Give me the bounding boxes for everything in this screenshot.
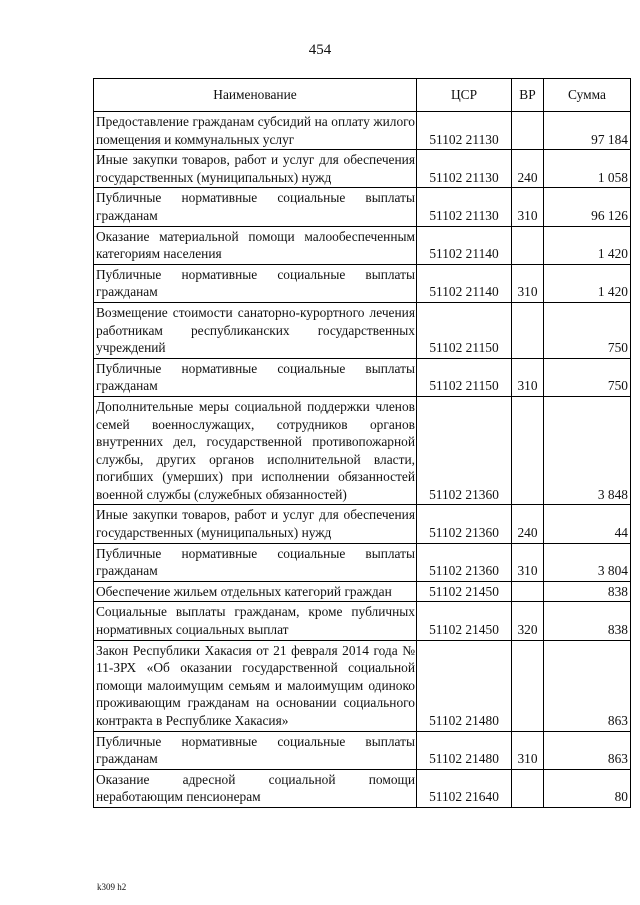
table-row — [94, 640, 631, 731]
cell-sum: 750 — [544, 358, 631, 396]
cell-csr: 51102 21360 — [417, 543, 512, 581]
cell-sum: 3 804 — [544, 543, 631, 581]
cell-csr: 51102 21480 — [417, 640, 512, 731]
table-row — [94, 226, 631, 264]
cell-sum: 96 126 — [544, 188, 631, 226]
cell-sum: 3 848 — [544, 396, 631, 505]
table-row — [94, 264, 631, 302]
cell-name: Публичные нормативные социальные выплаты гражданам — [94, 731, 417, 769]
cell-vr: 310 — [512, 264, 544, 302]
cell-name: Закон Республики Хакасия от 21 февраля 2014 года № 11-ЗРХ «Об оказании государственной социальной помощи малоимущим семьям и малоимущим одиноко проживающим гражданам на основании социального контракта в Республике Хакасия» — [94, 640, 417, 731]
cell-sum: 80 — [544, 769, 631, 807]
cell-vr — [512, 226, 544, 264]
cell-sum: 863 — [544, 640, 631, 731]
cell-sum: 1 058 — [544, 150, 631, 188]
table-body — [94, 112, 631, 808]
cell-name: Оказание адресной социальной помощи неработающим пенсионерам — [94, 769, 417, 807]
cell-csr: 51102 21450 — [417, 581, 512, 602]
cell-name: Оказание материальной помощи малообеспеченным категориям населения — [94, 226, 417, 264]
cell-vr: 240 — [512, 505, 544, 543]
table-header-row — [94, 79, 631, 112]
cell-vr — [512, 640, 544, 731]
cell-sum: 1 420 — [544, 226, 631, 264]
cell-name: Обеспечение жильем отдельных категорий граждан — [94, 581, 417, 602]
page-number: 454 — [308, 42, 332, 58]
cell-name: Публичные нормативные социальные выплаты гражданам — [94, 543, 417, 581]
cell-vr: 310 — [512, 731, 544, 769]
cell-csr: 51102 21130 — [417, 188, 512, 226]
table-row — [94, 543, 631, 581]
table-row — [94, 505, 631, 543]
table-row — [94, 581, 631, 602]
cell-csr: 51102 21150 — [417, 358, 512, 396]
cell-name: Социальные выплаты гражданам, кроме публичных нормативных социальных выплат — [94, 602, 417, 640]
cell-csr: 51102 21360 — [417, 505, 512, 543]
table-row — [94, 112, 631, 150]
cell-name: Иные закупки товаров, работ и услуг для обеспечения государственных (муниципальных) нужд — [94, 505, 417, 543]
cell-vr: 310 — [512, 543, 544, 581]
table-row — [94, 358, 631, 396]
cell-csr: 51102 21450 — [417, 602, 512, 640]
cell-csr: 51102 21130 — [417, 150, 512, 188]
table-row — [94, 731, 631, 769]
cell-name: Предоставление гражданам субсидий на оплату жилого помещения и коммунальных услуг — [94, 112, 417, 150]
header-name: Наименование — [94, 79, 417, 112]
cell-sum: 1 420 — [544, 264, 631, 302]
header-csr: ЦСР — [417, 79, 512, 112]
table-row — [94, 302, 631, 358]
budget-table — [93, 78, 631, 808]
cell-csr: 51102 21150 — [417, 302, 512, 358]
cell-sum: 863 — [544, 731, 631, 769]
cell-sum: 44 — [544, 505, 631, 543]
cell-name: Дополнительные меры социальной поддержки членов семей военнослужащих, сотрудников органов внутренних дел, государственной противопожарной службы, других органов исполнительной власти, погибших (умерших) при исполнении обязанностей военной службы (служебных обязанностей) — [94, 396, 417, 505]
cell-name: Публичные нормативные социальные выплаты гражданам — [94, 188, 417, 226]
cell-name: Публичные нормативные социальные выплаты гражданам — [94, 358, 417, 396]
table-row — [94, 396, 631, 505]
cell-csr: 51102 21480 — [417, 731, 512, 769]
cell-vr: 310 — [512, 188, 544, 226]
cell-vr — [512, 581, 544, 602]
cell-sum: 838 — [544, 602, 631, 640]
cell-name: Возмещение стоимости санаторно-курортного лечения работникам республиканских государственных учреждений — [94, 302, 417, 358]
cell-sum: 838 — [544, 581, 631, 602]
header-vr: ВР — [512, 79, 544, 112]
cell-vr: 320 — [512, 602, 544, 640]
cell-csr: 51102 21140 — [417, 264, 512, 302]
table-row — [94, 769, 631, 807]
table-row — [94, 150, 631, 188]
cell-csr: 51102 21360 — [417, 396, 512, 505]
cell-vr — [512, 302, 544, 358]
cell-vr — [512, 769, 544, 807]
cell-csr: 51102 21640 — [417, 769, 512, 807]
cell-csr: 51102 21140 — [417, 226, 512, 264]
cell-name: Иные закупки товаров, работ и услуг для обеспечения государственных (муниципальных) нужд — [94, 150, 417, 188]
cell-vr: 310 — [512, 358, 544, 396]
cell-vr — [512, 396, 544, 505]
table-row — [94, 602, 631, 640]
cell-sum: 750 — [544, 302, 631, 358]
cell-vr: 240 — [512, 150, 544, 188]
cell-name: Публичные нормативные социальные выплаты гражданам — [94, 264, 417, 302]
cell-vr — [512, 112, 544, 150]
footer-code: k309 h2 — [97, 882, 127, 892]
cell-sum: 97 184 — [544, 112, 631, 150]
header-sum: Сумма — [544, 79, 631, 112]
cell-csr: 51102 21130 — [417, 112, 512, 150]
table-row — [94, 188, 631, 226]
